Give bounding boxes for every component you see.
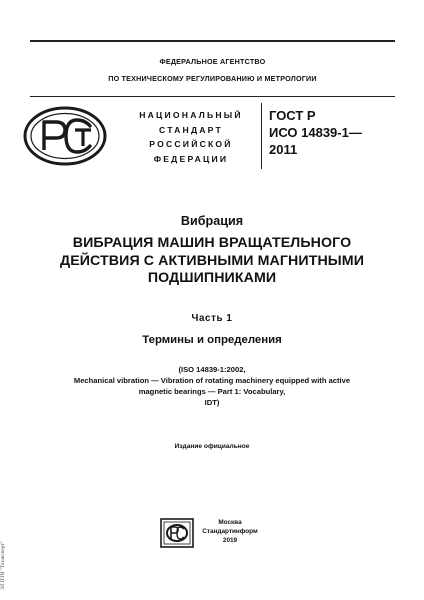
publisher-year: 2019 [222, 537, 238, 544]
header-divider [261, 103, 262, 169]
standard-number-line: ГОСТ Р [269, 108, 316, 123]
iso-reference-line: IDT) [204, 398, 220, 407]
document-title-line: ВИБРАЦИЯ МАШИН ВРАЩАТЕЛЬНОГО [72, 235, 352, 251]
iso-reference-line: (ISO 14839-1:2002, [178, 365, 246, 374]
iso-reference [20, 364, 404, 408]
national-line: РОССИЙСКОЙ [149, 139, 233, 149]
national-line: НАЦИОНАЛЬНЫЙ [139, 110, 243, 120]
gost-emblem-icon [22, 104, 108, 168]
publisher-logo-icon [160, 518, 194, 548]
national-standard-block [122, 108, 260, 166]
document-title [20, 235, 404, 288]
iso-reference-line: magnetic bearings — Part 1: Vocabulary, [138, 387, 286, 396]
document-subtitle: Термины и определения [142, 334, 282, 346]
side-watermark-text: ЭЛ ПТИ "Техэксперт" [0, 541, 6, 590]
standard-number-line: 2011 [269, 142, 298, 157]
header-rule [30, 96, 395, 97]
top-rule [30, 40, 395, 42]
document-title-line: ПОДШИПНИКАМИ [147, 270, 277, 286]
publisher-name: Стандартинформ [202, 528, 258, 535]
document-title-line: ДЕЙСТВИЯ С АКТИВНЫМИ МАГНИТНЫМИ [59, 252, 365, 269]
standard-number-line: ИСО 14839-1— [269, 125, 362, 140]
publisher-info [200, 518, 260, 545]
national-line: СТАНДАРТ [159, 124, 223, 135]
iso-reference-line: Mechanical vibration — Vibration of rotating machinery equipped with active [73, 376, 351, 385]
publisher-city: Москва [218, 519, 242, 526]
agency-name-line2: ПО ТЕХНИЧЕСКОМУ РЕГУЛИРОВАНИЮ И МЕТРОЛОГИИ [108, 74, 317, 83]
edition-label: Издание официальное [174, 443, 250, 450]
standard-number [269, 107, 399, 158]
document-part: Часть 1 [191, 313, 233, 324]
document-subject: Вибрация [180, 214, 244, 228]
agency-name-line1: ФЕДЕРАЛЬНОЕ АГЕНТСТВО [159, 57, 266, 66]
national-line: ФЕДЕРАЦИИ [153, 153, 229, 164]
